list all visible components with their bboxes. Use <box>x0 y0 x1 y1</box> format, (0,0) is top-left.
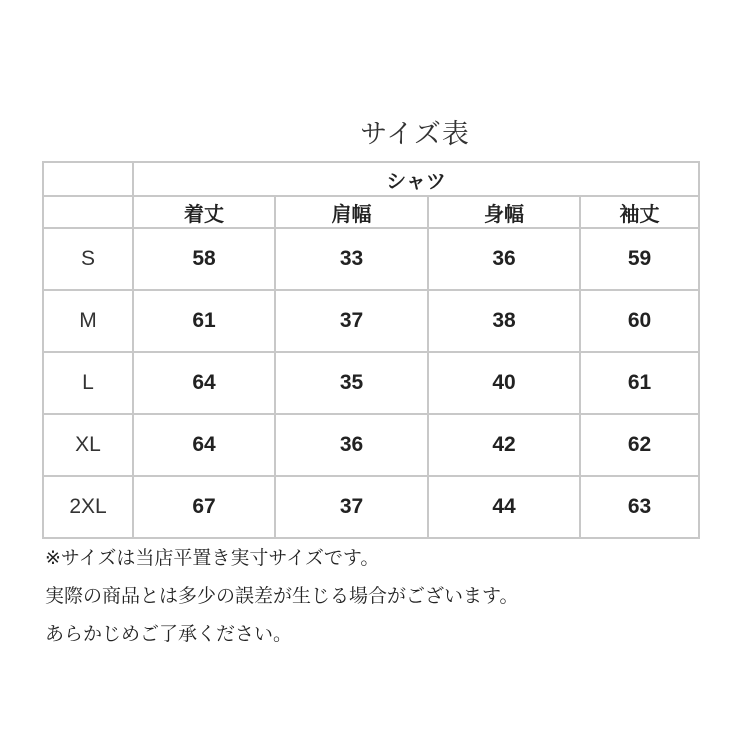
size-table <box>42 161 700 539</box>
table-cell: 35 <box>275 352 428 414</box>
size-label: 2XL <box>43 476 133 538</box>
size-label: S <box>43 228 133 290</box>
table-cell: 38 <box>428 290 580 352</box>
notes <box>45 539 725 653</box>
table-cell: 33 <box>275 228 428 290</box>
table-cell: 36 <box>428 228 580 290</box>
table-row <box>43 290 699 352</box>
size-label: L <box>43 352 133 414</box>
table-cell: 64 <box>133 414 275 476</box>
table-cell: 60 <box>580 290 699 352</box>
corner-cell <box>43 162 133 196</box>
column-header: 着丈 <box>133 196 275 228</box>
table-row <box>43 352 699 414</box>
column-header: 肩幅 <box>275 196 428 228</box>
table-cell: 40 <box>428 352 580 414</box>
table-cell: 58 <box>133 228 275 290</box>
table-cell: 61 <box>133 290 275 352</box>
table-cell: 37 <box>275 290 428 352</box>
group-header: シャツ <box>133 162 699 196</box>
note-line: 実際の商品とは多少の誤差が生じる場合がございます。 <box>45 585 519 607</box>
table-row <box>43 228 699 290</box>
table-cell: 63 <box>580 476 699 538</box>
table-row <box>43 414 699 476</box>
table-cell: 44 <box>428 476 580 538</box>
table-cell: 37 <box>275 476 428 538</box>
table-cell: 62 <box>580 414 699 476</box>
corner-cell <box>43 196 133 228</box>
table-cell: 64 <box>133 352 275 414</box>
note-line: あらかじめご了承ください。 <box>45 623 293 645</box>
column-header: 袖丈 <box>580 196 699 228</box>
page-title: サイズ表 <box>360 119 470 150</box>
note-line: ※サイズは当店平置き実寸サイズです。 <box>45 547 380 569</box>
table-cell: 42 <box>428 414 580 476</box>
size-label: M <box>43 290 133 352</box>
table-cell: 61 <box>580 352 699 414</box>
table-cell: 36 <box>275 414 428 476</box>
size-label: XL <box>43 414 133 476</box>
table-row <box>43 476 699 538</box>
table-cell: 59 <box>580 228 699 290</box>
column-header: 身幅 <box>428 196 580 228</box>
table-cell: 67 <box>133 476 275 538</box>
